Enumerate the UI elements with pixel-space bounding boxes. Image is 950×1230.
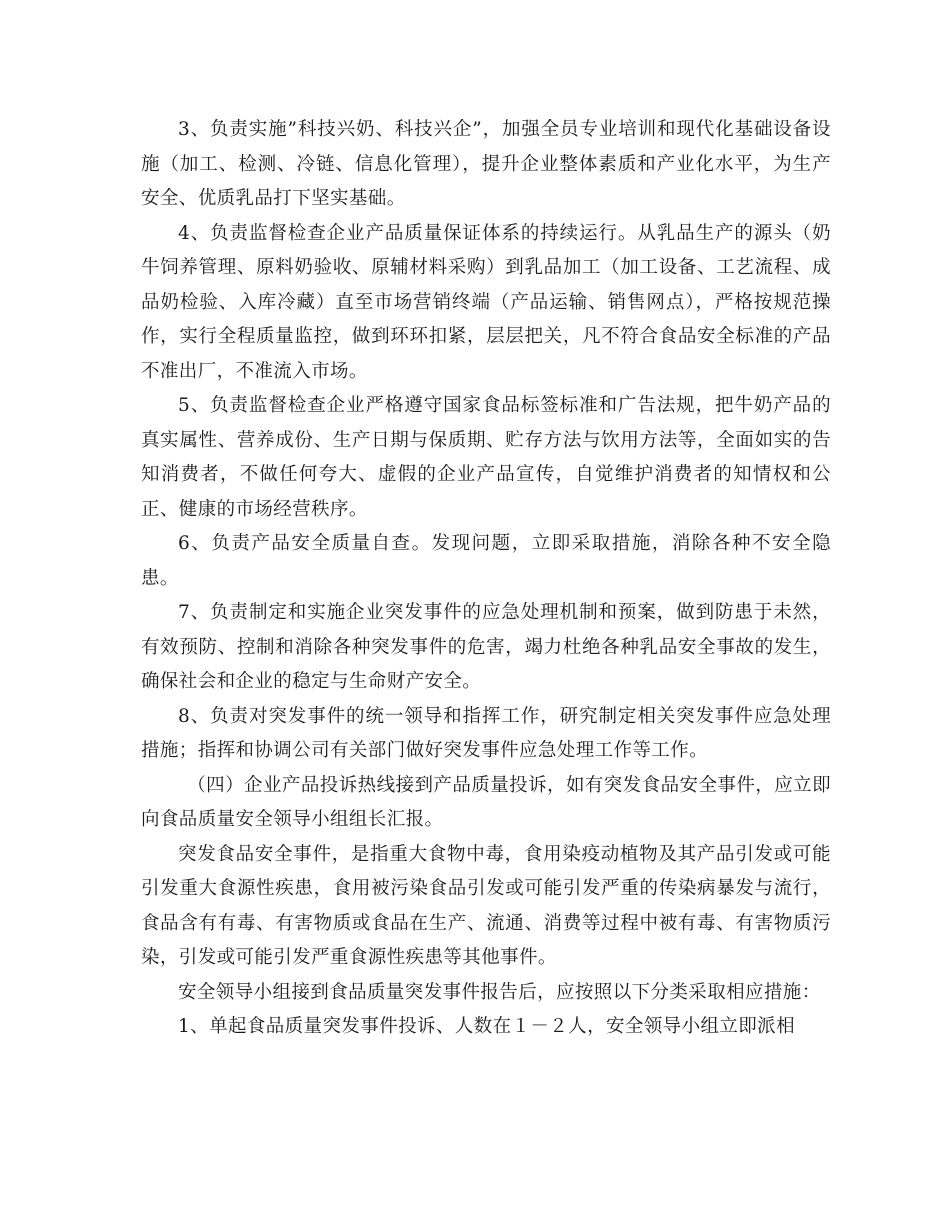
paragraph-item-6: 6、负责产品安全质量自查。发现问题，立即采取措施，消除各种不安全隐患。 [141,533,831,589]
paragraph-measures-intro: 安全领导小组接到食品质量突发事件报告后，应按照以下分类采取相应措施： [178,981,821,1003]
paragraph-item-4: 4、负责监督检查企业产品质量保证体系的持续运行。从乳品生产的源头（奶牛饲养管理、原料奶验收、原辅材料采购）到乳品加工（加工设备、工艺流程、成品奶检验、入库冷藏）直至市场营销终端（产品运输、销售网点），严格按规范操作，实行全程质量监控，做到环环扣紧，层层把关，凡不符合食品安全标准的产品不准出厂，不准流入市场。 [141,222,831,382]
paragraph-measure-1: 1、单起食品质量突发事件投诉、人数在１－２人，安全领导小组立即派相 [178,1016,795,1037]
paragraph-definition: 突发食品安全事件，是指重大食物中毒，食用染疫动植物及其产品引发或可能引发重大食源性疾患，食用被污染食品引发或可能引发严重的传染病暴发与流行，食品含有有毒、有害物质或食品在生产、流通、消费等过程中被有毒、有害物质污染，引发或可能引发严重食源性疾患等其他事件。 [141,843,831,968]
paragraph-section-4: （四）企业产品投诉热线接到产品质量投诉，如有突发食品安全事件，应立即向食品质量安全领导小组组长汇报。 [141,774,831,830]
paragraph-item-8: 8、负责对突发事件的统一领导和指挥工作，研究制定相关突发事件应急处理措施；指挥和协调公司有关部门做好突发事件应急处理工作等工作。 [141,705,831,761]
paragraph-item-3: 3、负责实施”科技兴奶、科技兴企”，加强全员专业培训和现代化基础设备设施（加工、检测、冷链、信息化管理），提升企业整体素质和产业化水平，为生产安全、优质乳品打下坚实基础。 [141,119,831,209]
document-body [141,113,831,1045]
paragraph-item-5: 5、负责监督检查企业严格遵守国家食品标签标准和广告法规，把牛奶产品的真实属性、营养成份、生产日期与保质期、贮存方法与饮用方法等，全面如实的告知消费者，不做任何夸大、虚假的企业产品宣传，自觉维护消费者的知情权和公正、健康的市场经营秩序。 [141,395,831,520]
paragraph-item-7: 7、负责制定和实施企业突发事件的应急处理机制和预案，做到防患于未然，有效预防、控制和消除各种突发事件的危害，竭力杜绝各种乳品安全事故的发生，确保社会和企业的稳定与生命财产安全。 [141,602,831,692]
